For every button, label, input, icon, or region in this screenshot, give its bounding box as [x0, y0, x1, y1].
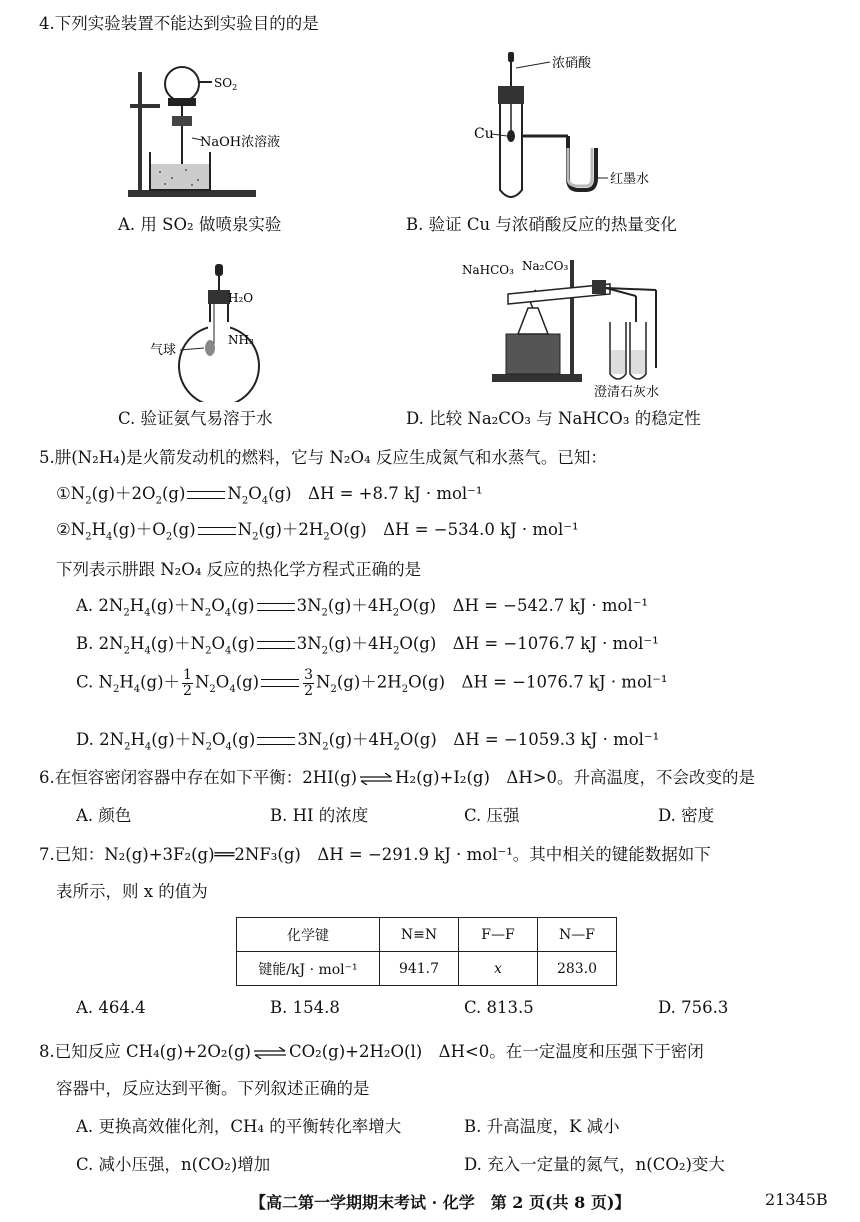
q7-option-a: A. 464.4 [76, 998, 146, 1017]
q6-option-a: A. 颜色 [76, 806, 132, 825]
q7-option-b: B. 154.8 [270, 998, 340, 1017]
figD-limewater-label: 澄清石灰水 [594, 385, 660, 400]
q5-option-b: B. $2N_2H_4(g)+N_2O_4(g)$ $3N_2(g)+4H_2O(g)$ ΔH = −1076.7 kJ · mol⁻¹ [76, 634, 659, 657]
table-header-cell: 化学键 [237, 918, 380, 952]
q7-option-c: C. 813.5 [464, 998, 534, 1017]
figure-c-ammonia [148, 262, 288, 402]
reversible-arrow-icon [359, 773, 393, 785]
q6-option-d: D. 密度 [658, 806, 715, 825]
figA-caption: A. 用 SO₂ 做喷泉实验 [118, 215, 282, 234]
figure-d-stability [460, 250, 690, 400]
q5-prompt: 下列表示肼跟 N₂O₄ 反应的热化学方程式正确的是 [56, 560, 422, 579]
q6-option-b: B. HI 的浓度 [270, 806, 369, 825]
figure-b-heat [470, 48, 670, 208]
table-cell: x [459, 952, 538, 986]
q7-option-d: D. 756.3 [658, 998, 729, 1017]
q8-option-a: A. 更换高效催化剂，CH₄ 的平衡转化率增大 [76, 1117, 402, 1136]
page-footer: 【高二第一学期期末考试 · 化学 第 2 页(共 8 页)】 [250, 1193, 631, 1212]
table-row [237, 952, 617, 986]
q8-stem-line1: 8.已知反应 CH₄(g)+2O₂(g) CO₂(g)+2H₂O(l) ΔH<0。在一定温度和压强下于密闭 [39, 1042, 704, 1061]
table-header-row [237, 918, 617, 952]
figB-caption: B. 验证 Cu 与浓硝酸反应的热量变化 [406, 215, 677, 234]
figC-caption: C. 验证氨气易溶于水 [118, 409, 273, 428]
figD-caption: D. 比较 Na₂CO₃ 与 NaHCO₃ 的稳定性 [406, 409, 701, 428]
table-cell: 键能/kJ · mol⁻¹ [237, 952, 380, 986]
q5-stem: 5.肼(N₂H₄)是火箭发动机的燃料，它与 N₂O₄ 反应生成氮气和水蒸气。已知： [39, 448, 607, 467]
q6-option-c: C. 压强 [464, 806, 520, 825]
paper-code: 21345B [765, 1190, 828, 1209]
q8-option-b: B. 升高温度，K 减小 [464, 1117, 620, 1136]
figA-naoh-label: NaOH浓溶液 [200, 135, 281, 150]
figD-nahco3-label: NaHCO₃ [462, 263, 514, 277]
q5-option-c: C. $N_2H_4(g)+$ $\frac{1}{2}$ $N_2O_4(g)$ $\frac{3}{2}$ $N_2(g)+2H_2O(g)$ ΔH = −1076.7 kJ · mol⁻¹ [76, 667, 668, 699]
figB-ink-label: 红墨水 [610, 172, 650, 187]
figB-acid-label: 浓硝酸 [552, 56, 592, 71]
table-header-cell: F—F [459, 918, 538, 952]
q6-stem: 6.在恒容密闭容器中存在如下平衡：2HI(g) H₂(g)+I₂(g) ΔH>0。升高温度，不会改变的是 [39, 768, 756, 787]
q5-option-d: D. $2N_2H_4(g)+N_2O_4(g)$ $3N_2(g)+4H_2O(g)$ ΔH = −1059.3 kJ · mol⁻¹ [76, 730, 660, 753]
q8-option-d: D. 充入一定量的氮气，n(CO₂)变大 [464, 1155, 725, 1174]
q5-eq2: $②N_2H_4(g)+O_2(g)$ $N_2(g)+2H_2O(g)$ ΔH = −534.0 kJ · mol⁻¹ [56, 520, 579, 543]
bond-energy-table [236, 917, 617, 986]
q5-option-a: A. $2N_2H_4(g)+N_2O_4(g)$ $3N_2(g)+4H_2O(g)$ ΔH = −542.7 kJ · mol⁻¹ [76, 596, 649, 619]
figC-balloon-label: 气球 [150, 343, 177, 358]
reversible-arrow-icon [253, 1047, 287, 1059]
q8-option-c: C. 减小压强，n(CO₂)增加 [76, 1155, 271, 1174]
figC-nh3-label: NH₃ [228, 333, 254, 347]
table-header-cell: N—F [538, 918, 617, 952]
figB-cu-label: Cu [474, 126, 494, 142]
table-cell: 283.0 [538, 952, 617, 986]
figA-so2-label: $SO_2$ [214, 76, 238, 92]
q8-stem-line2: 容器中，反应达到平衡。下列叙述正确的是 [56, 1079, 370, 1098]
table-cell: 941.7 [380, 952, 459, 986]
q5-eq1: $①N_2(g)+2O_2(g)$ $N_2O_4(g)$ ΔH = +8.7 kJ · mol⁻¹ [56, 484, 483, 507]
figure-a-fountain [120, 60, 320, 202]
q7-stem-line1: 7.已知：N₂(g)+3F₂(g)══2NF₃(g) ΔH = −291.9 kJ · mol⁻¹。其中相关的键能数据如下 [39, 845, 711, 864]
figC-h2o-label: H₂O [228, 291, 254, 305]
q7-stem-line2: 表所示，则 x 的值为 [56, 882, 208, 901]
q4-stem: 4.下列实验装置不能达到实验目的的是 [39, 14, 319, 33]
figD-na2co3-label: Na₂CO₃ [522, 259, 569, 273]
table-header-cell: N≡N [380, 918, 459, 952]
